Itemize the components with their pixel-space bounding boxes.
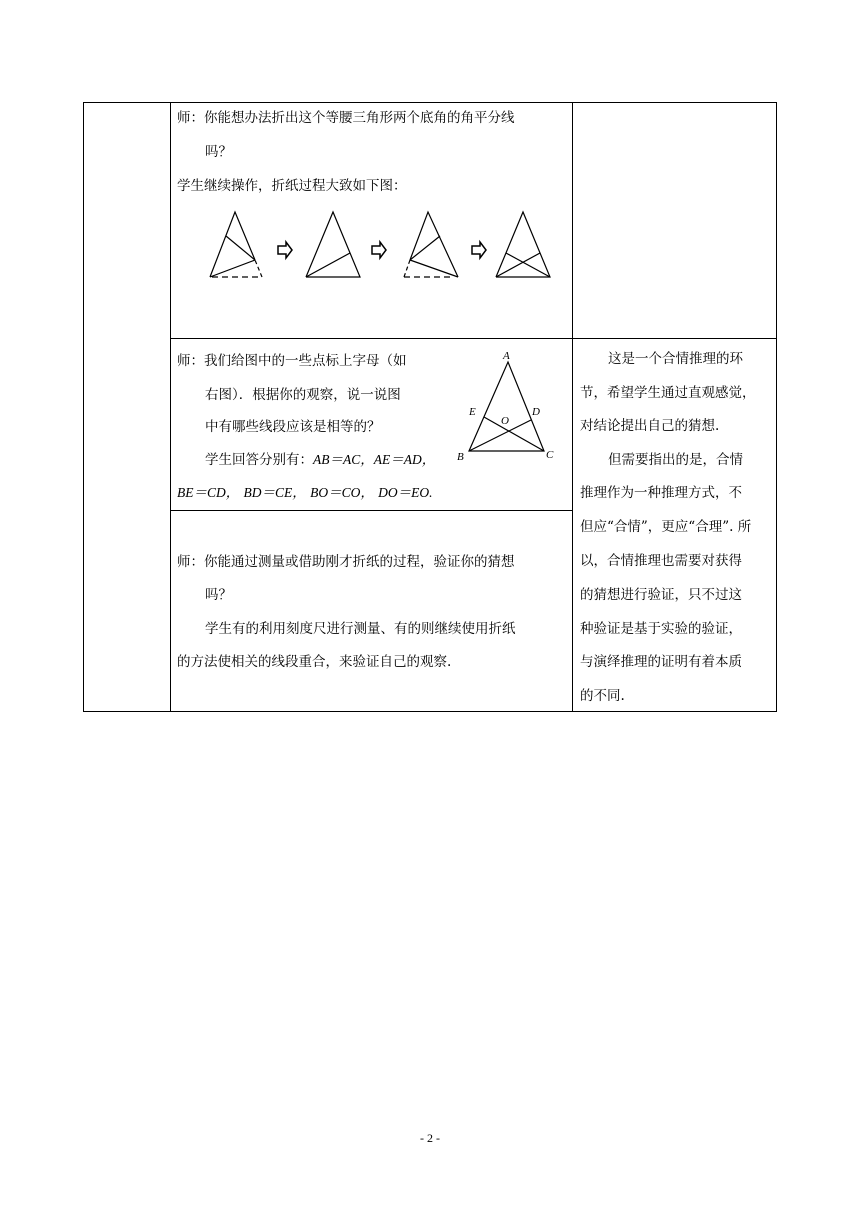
row-divider-1 bbox=[170, 338, 776, 339]
fold-step-3-triangle bbox=[404, 212, 458, 277]
fold-step-2-triangle bbox=[306, 212, 360, 277]
label-a: A bbox=[503, 350, 510, 362]
bisector-bd bbox=[469, 420, 531, 451]
student-verification-2: 的方法使相关的线段重合，来验证自己的观察. bbox=[177, 654, 452, 670]
student-answer-prefix: 学生回答分别有： bbox=[205, 452, 313, 468]
fold-step-1-triangle bbox=[210, 212, 262, 277]
teacher-question-3: 师：你能通过测量或借助刚才折纸的过程，验证你的猜想 bbox=[177, 554, 515, 570]
equation-bd-ce: BD＝CE， bbox=[243, 485, 306, 500]
column-divider-right bbox=[572, 103, 573, 711]
comment-line: 节，希望学生通过直观感觉， bbox=[580, 385, 756, 401]
equation-do-eo: DO＝EO. bbox=[378, 485, 433, 500]
teacher-question-2-cont-2: 中有哪些线段应该是相等的？ bbox=[205, 419, 381, 435]
equation-ab-ac: AB＝AC， bbox=[313, 452, 374, 467]
comment-line: 以，合情推理也需要对获得 bbox=[580, 553, 742, 569]
fold-step-4-triangle bbox=[496, 212, 550, 277]
equation-bo-co: BO＝CO， bbox=[310, 485, 374, 500]
comment-line: 这是一个合情推理的环 bbox=[608, 351, 743, 367]
label-d: D bbox=[532, 406, 540, 418]
equation-ae-ad: AE＝AD， bbox=[373, 452, 436, 467]
arrow-icon bbox=[472, 242, 486, 258]
column-divider-left bbox=[170, 103, 171, 711]
equation-be-cd: BE＝CD， bbox=[177, 485, 240, 500]
comment-line: 种验证是基于实验的验证， bbox=[580, 621, 742, 637]
student-verification-1: 学生有的利用刻度尺进行测量、有的则继续使用折纸 bbox=[205, 621, 516, 637]
student-answer-line-2 bbox=[177, 484, 433, 502]
folding-process-figure bbox=[200, 200, 570, 290]
comment-line: 的不同. bbox=[580, 688, 625, 704]
comment-line: 但应“合情”，更应“合理”. 所 bbox=[580, 519, 752, 535]
comment-line: 与演绎推理的证明有着本质 bbox=[580, 654, 742, 670]
bisector-ce bbox=[484, 417, 544, 451]
label-c: C bbox=[546, 449, 554, 461]
arrow-icon bbox=[278, 242, 292, 258]
labeled-triangle-figure bbox=[452, 345, 562, 465]
teacher-question-1-cont: 吗？ bbox=[205, 144, 232, 160]
arrow-icon bbox=[372, 242, 386, 258]
teacher-question-2-cont-1: 右图）．根据你的观察，说一说图 bbox=[205, 387, 401, 403]
label-e: E bbox=[469, 406, 476, 418]
teacher-question-3-cont: 吗？ bbox=[205, 587, 232, 603]
student-instruction: 学生继续操作，折纸过程大致如下图： bbox=[177, 178, 407, 194]
student-answer-line-1 bbox=[205, 451, 435, 469]
label-b: B bbox=[457, 451, 464, 463]
comment-line: 但需要指出的是，合情 bbox=[608, 452, 743, 468]
teacher-question-2: 师：我们给图中的一些点标上字母（如 bbox=[177, 353, 407, 369]
teacher-question-1: 师：你能想办法折出这个等腰三角形两个底角的角平分线 bbox=[177, 110, 515, 126]
label-o: O bbox=[501, 415, 509, 427]
page-number: - 2 - bbox=[420, 1131, 440, 1145]
comment-line: 的猜想进行验证，只不过这 bbox=[580, 587, 742, 603]
comment-line: 对结论提出自己的猜想. bbox=[580, 418, 720, 434]
comment-line: 推理作为一种推理方式，不 bbox=[580, 485, 742, 501]
row-divider-2 bbox=[170, 510, 572, 511]
